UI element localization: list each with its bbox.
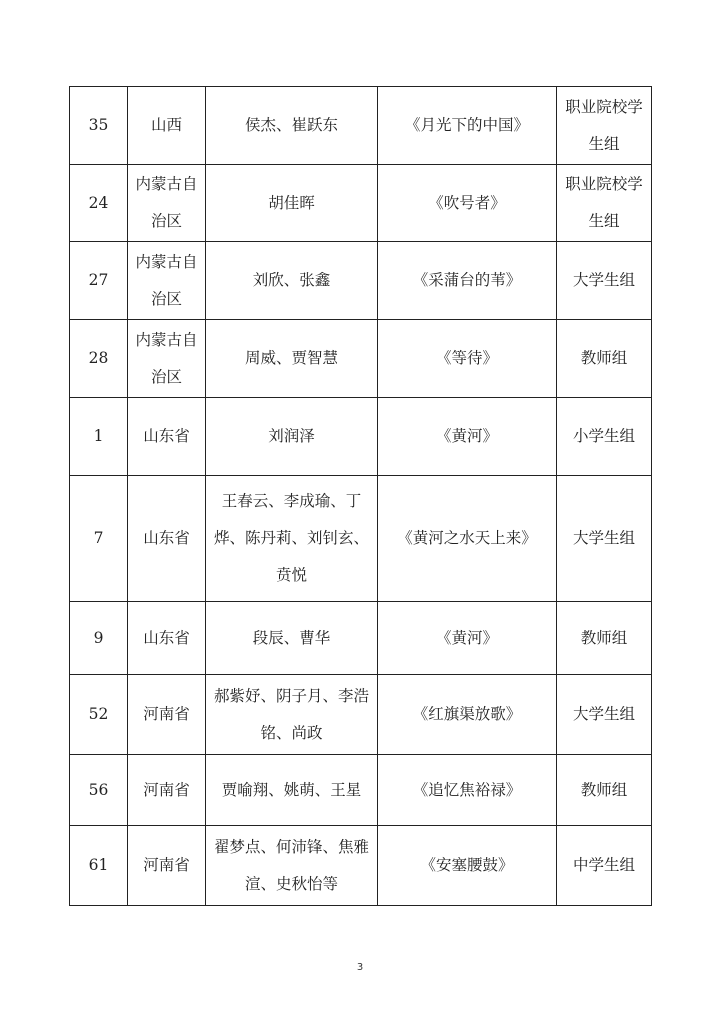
region-cell: 河南省: [128, 675, 206, 755]
entry-number-cell: 35: [70, 87, 128, 165]
region-cell: 河南省: [128, 826, 206, 906]
entry-number-cell: 9: [70, 602, 128, 675]
authors-cell: 胡佳晖: [206, 165, 378, 242]
authors-cell: 段辰、曹华: [206, 602, 378, 675]
table-row: [70, 675, 652, 755]
work-title-cell: 《黄河》: [378, 602, 557, 675]
authors-cell: 郝紫妤、阴子月、李浩铭、尚政: [206, 675, 378, 755]
authors-cell: 侯杰、崔跃东: [206, 87, 378, 165]
table-row: [70, 476, 652, 602]
entry-number-cell: 61: [70, 826, 128, 906]
work-title-cell: 《追忆焦裕禄》: [378, 755, 557, 826]
work-title-cell: 《采蒲台的苇》: [378, 242, 557, 320]
authors-cell: 周威、贾智慧: [206, 320, 378, 398]
work-title-cell: 《月光下的中国》: [378, 87, 557, 165]
region-cell: 内蒙古自治区: [128, 165, 206, 242]
entry-number-cell: 52: [70, 675, 128, 755]
group-cell: 职业院校学生组: [557, 165, 652, 242]
entry-number-cell: 56: [70, 755, 128, 826]
group-cell: 教师组: [557, 320, 652, 398]
work-title-cell: 《黄河之水天上来》: [378, 476, 557, 602]
table-row: [70, 755, 652, 826]
region-cell: 山西: [128, 87, 206, 165]
region-cell: 山东省: [128, 602, 206, 675]
table-row: [70, 602, 652, 675]
work-title-cell: 《等待》: [378, 320, 557, 398]
group-cell: 小学生组: [557, 398, 652, 476]
table-row: [70, 826, 652, 906]
work-title-cell: 《吹号者》: [378, 165, 557, 242]
authors-cell: 王春云、李成瑜、丁烨、陈丹莉、刘钊玄、贲悦: [206, 476, 378, 602]
entry-number-cell: 1: [70, 398, 128, 476]
work-title-cell: 《红旗渠放歌》: [378, 675, 557, 755]
group-cell: 大学生组: [557, 476, 652, 602]
entry-number-cell: 24: [70, 165, 128, 242]
authors-cell: 刘润泽: [206, 398, 378, 476]
table-row: [70, 398, 652, 476]
region-cell: 内蒙古自治区: [128, 320, 206, 398]
table-row: [70, 87, 652, 165]
region-cell: 山东省: [128, 476, 206, 602]
authors-cell: 翟梦点、何沛锋、焦雅渲、史秋怡等: [206, 826, 378, 906]
region-cell: 河南省: [128, 755, 206, 826]
page-number: 3: [356, 962, 364, 973]
entry-number-cell: 7: [70, 476, 128, 602]
table-row: [70, 165, 652, 242]
entry-number-cell: 28: [70, 320, 128, 398]
awards-table: [69, 86, 652, 906]
group-cell: 大学生组: [557, 675, 652, 755]
work-title-cell: 《黄河》: [378, 398, 557, 476]
group-cell: 教师组: [557, 755, 652, 826]
region-cell: 内蒙古自治区: [128, 242, 206, 320]
work-title-cell: 《安塞腰鼓》: [378, 826, 557, 906]
group-cell: 中学生组: [557, 826, 652, 906]
group-cell: 职业院校学生组: [557, 87, 652, 165]
authors-cell: 刘欣、张鑫: [206, 242, 378, 320]
region-cell: 山东省: [128, 398, 206, 476]
group-cell: 大学生组: [557, 242, 652, 320]
entry-number-cell: 27: [70, 242, 128, 320]
authors-cell: 贾喻翔、姚萌、王星: [206, 755, 378, 826]
group-cell: 教师组: [557, 602, 652, 675]
table-row: [70, 242, 652, 320]
awards-table-body: [70, 87, 652, 906]
table-row: [70, 320, 652, 398]
